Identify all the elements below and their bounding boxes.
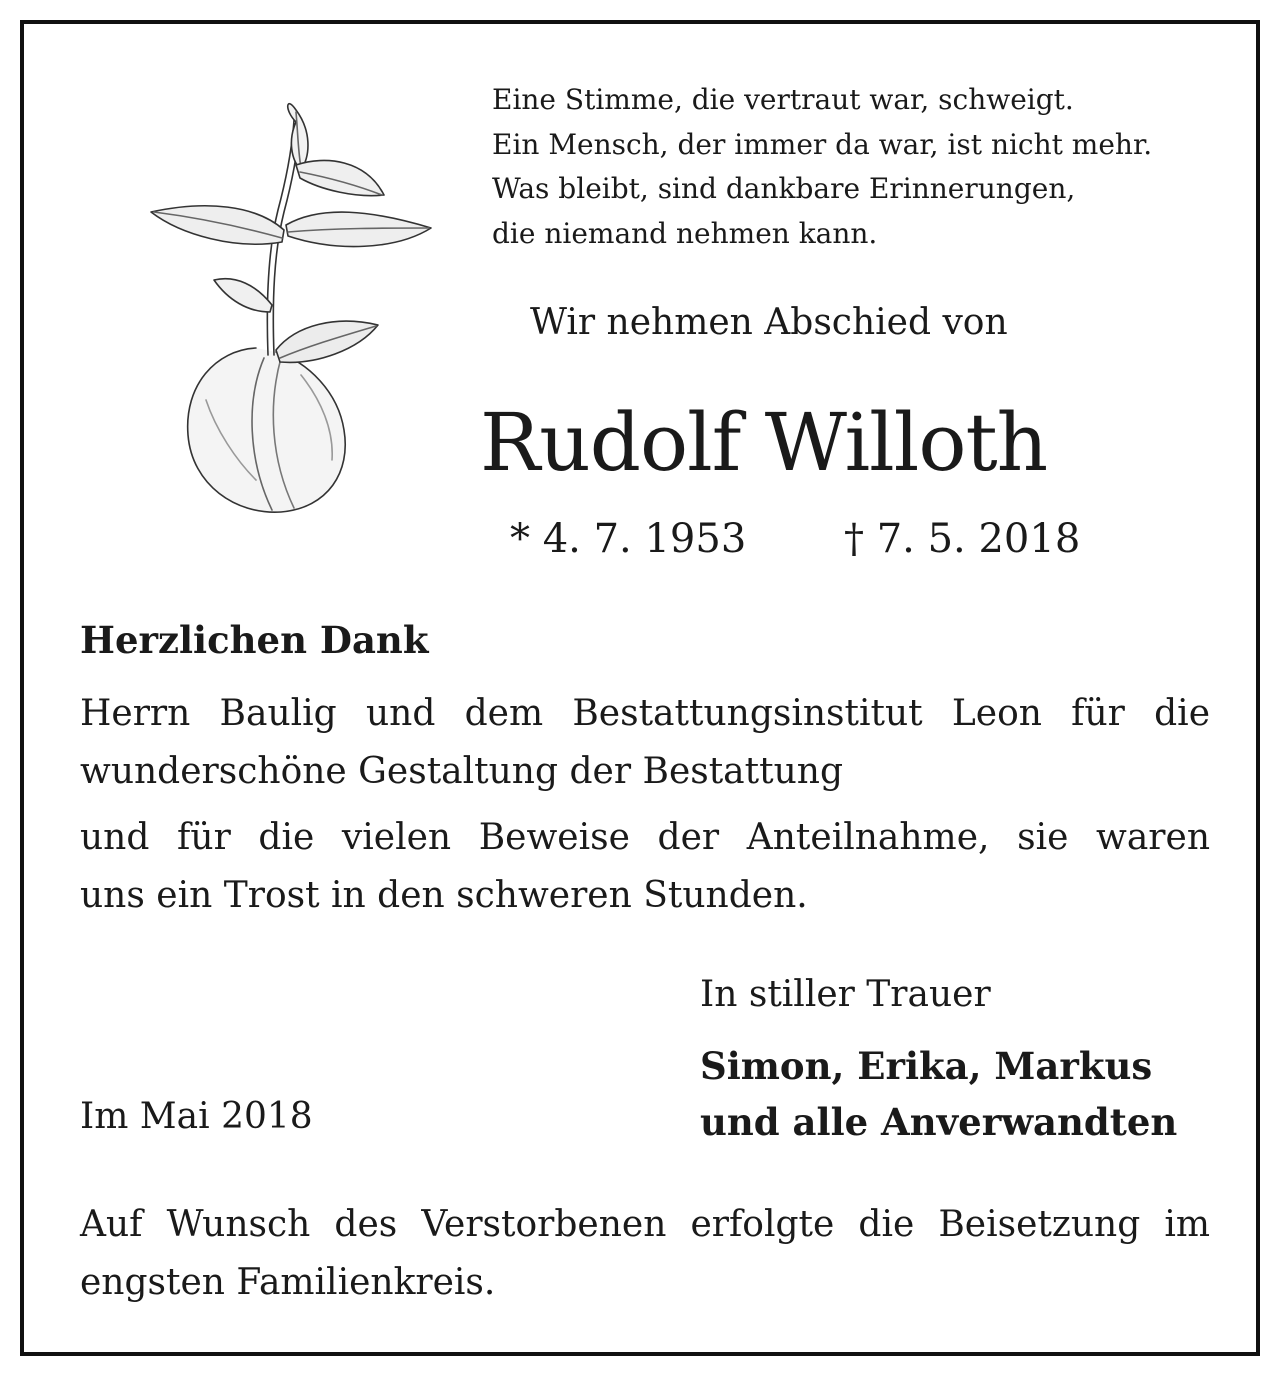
paragraph-line: engsten Familienkreis. <box>80 1262 496 1303</box>
burial-note <box>80 1196 1210 1312</box>
notice-date: Im Mai 2018 <box>80 1096 313 1137</box>
deceased-name: Rudolf Willoth <box>480 396 1048 489</box>
mourners-line: und alle Anverwandten <box>700 1100 1178 1144</box>
poem-line: Ein Mensch, der immer da war, ist nicht mehr. <box>492 127 1153 161</box>
mourners-list <box>700 1038 1177 1150</box>
poem <box>492 78 1152 256</box>
paragraph-line: uns ein Trost in den schweren Stunden. <box>80 875 808 916</box>
poem-line: Eine Stimme, die vertraut war, schweigt. <box>492 83 1074 116</box>
farewell-heading: Wir nehmen Abschied von <box>530 302 1008 343</box>
paragraph-line: wunderschöne Gestaltung der Bestattung <box>80 751 843 792</box>
death-date: † 7. 5. 2018 <box>844 516 1081 562</box>
seedling-sketch-illustration <box>96 100 446 520</box>
paragraph-line: und für die vielen Beweise der Anteilnahme, sie waren <box>80 817 1210 858</box>
birth-date: * 4. 7. 1953 <box>510 516 747 562</box>
mourners-line: Simon, Erika, Markus <box>700 1044 1153 1088</box>
paragraph-line: Herrn Baulig und dem Bestattungsinstitut Leon für die <box>80 693 1210 734</box>
mourning-intro: In stiller Trauer <box>700 974 991 1015</box>
obituary-notice <box>20 20 1260 1356</box>
poem-line: die niemand nehmen kann. <box>492 216 878 250</box>
thanks-heading: Herzlichen Dank <box>80 618 429 662</box>
poem-line: Was bleibt, sind dankbare Erinnerungen, <box>492 172 1076 205</box>
thanks-paragraph-1 <box>80 685 1210 801</box>
paragraph-line: Auf Wunsch des Verstorbenen erfolgte die Beisetzung im <box>80 1204 1210 1245</box>
thanks-paragraph-2 <box>80 809 1210 925</box>
